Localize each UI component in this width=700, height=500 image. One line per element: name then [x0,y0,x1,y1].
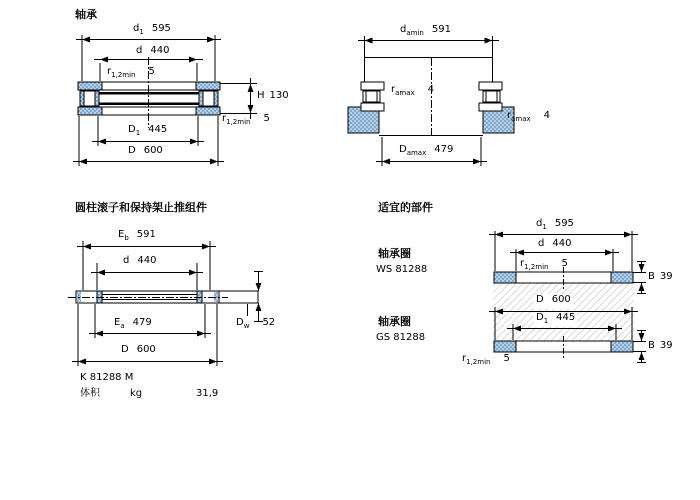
washer-section-hatch [196,82,220,90]
dim-symbol: E [114,317,121,328]
dim-subscript: a [120,322,125,330]
dim-symbol: d [538,238,545,249]
dim-subscript: 1 [135,129,141,137]
dim-subscript: amax [511,115,531,123]
gs-part-designation: GS 81288 [376,332,426,343]
dim-label-D-gs [534,294,573,309]
washer-section-hatch [494,272,516,283]
washer-section-hatch [78,107,102,115]
dim-symbol: D [536,312,544,323]
dim-value: 600 [143,145,163,156]
roller [84,91,95,106]
dim-symbol: r [462,353,467,364]
ws-part-designation: WS 81288 [376,264,428,275]
washer-outline [479,82,502,90]
dim-label-d1 [133,23,171,38]
dim-label-Dw [236,317,275,332]
dim-value: 440 [150,45,170,56]
washer-outline [361,82,384,90]
dim-symbol: d [123,255,130,266]
roller [203,91,214,106]
dim-value: 479 [434,144,454,155]
dim-value: 39 [659,340,673,351]
dim-label-D [128,145,163,160]
ws-part-label: 轴承圈 [378,247,411,260]
dim-symbol: H [257,90,265,101]
dim-label-damin [400,24,451,39]
dim-label-Ea [114,317,152,332]
dim-value: 5 [503,353,510,364]
dim-value: 600 [551,294,571,305]
dim-subscript: b [124,234,129,242]
dim-symbol: D [399,144,407,155]
washer-outline [361,103,384,111]
washer-section-hatch [611,272,633,283]
dim-subscript: amin [406,29,424,37]
dim-subscript: 1,2min [466,358,491,366]
dim-symbol: D [536,294,544,305]
dim-label-d-assembly [123,255,156,270]
dim-symbol: d [400,24,407,35]
dim-subscript: 1 [542,223,547,231]
roller-outline [366,91,377,102]
dim-subscript: 1,2min [524,263,549,271]
dim-subscript: 1 [139,28,144,36]
dim-label-d1-ws [536,218,574,233]
dim-symbol: B [648,271,655,282]
dim-label-r12min-top [107,66,155,81]
dim-symbol: D [128,124,136,135]
dim-symbol: d [536,218,543,229]
dim-label-d [136,45,169,60]
dim-subscript: amax [406,149,427,157]
dim-label-ramax-center [391,84,434,99]
assembly-drawing [68,241,263,366]
dim-value: 445 [556,312,576,323]
cage-strip [95,91,99,106]
washer-section-hatch [78,82,102,90]
washer-outline [479,103,502,111]
section-title-assembly: 圆柱滚子和保持架止推组件 [75,201,207,214]
dim-subscript: amax [395,89,415,97]
dim-value: 5 [561,258,568,269]
dim-symbol: B [648,340,655,351]
dim-value: 5 [148,66,155,77]
mass-unit: kg [130,388,143,399]
dim-value: 5 [263,113,270,124]
washer-section-hatch [494,341,516,352]
cage-strip [214,91,218,106]
cage-strip [80,91,84,106]
dim-symbol: r [507,110,512,121]
dim-symbol: d [136,45,143,56]
dim-symbol: d [133,23,140,34]
roller-outline [486,91,497,102]
dim-subscript: 1,2min [111,71,136,79]
dim-label-r12min-bottom [222,113,270,128]
section-title-components: 适宜的部件 [378,201,433,214]
section-title-bearing: 轴承 [75,8,97,21]
dim-symbol: D [121,344,129,355]
dim-value: 4 [427,84,435,95]
dim-symbol: D [236,317,244,328]
dim-label-r12min-gs [462,353,510,368]
dim-label-ramax-right [507,110,550,125]
dim-value: 479 [132,317,152,328]
dim-symbol: D [128,145,136,156]
dim-value: 595 [554,218,574,229]
dim-value: 600 [136,344,156,355]
dim-label-r12min-ws [520,258,568,273]
dim-subscript: 1,2min [226,118,251,126]
dim-symbol: r [391,84,396,95]
dim-symbol: r [520,258,525,269]
dim-symbol: E [118,229,125,240]
mass-label: 体积 [80,388,100,399]
dim-symbol: r [107,66,112,77]
dim-label-D1 [128,124,167,139]
dim-label-D-assembly [121,344,156,359]
dim-value: 440 [137,255,157,266]
dim-value: 4 [543,110,551,121]
dim-symbol: r [222,113,227,124]
dim-value: 595 [151,23,171,34]
gs-part-label: 轴承圈 [378,315,411,328]
washer-section-hatch [196,107,220,115]
dim-value: 39 [659,271,673,282]
dim-label-d-ws [538,238,571,253]
dim-value: 440 [552,238,572,249]
dim-value: 591 [136,229,156,240]
dim-value: 130 [269,90,289,101]
dim-value: 591 [431,24,451,35]
dim-value: 52 [262,317,276,328]
dim-value: 445 [148,124,168,135]
dim-label-Damax [399,144,453,159]
washer-section-hatch [611,341,633,352]
mass-value: 31,9 [196,388,219,399]
cage-strip [199,91,203,106]
dim-subscript: w [243,322,250,330]
dim-label-H [257,90,289,105]
dim-label-D1-gs [534,312,577,327]
dim-label-B-ws [648,271,673,286]
assembly-designation: K 81288 M [80,372,134,383]
dim-label-Eb [118,229,156,244]
dim-label-B-gs [648,340,673,355]
dim-subscript: 1 [543,317,549,325]
